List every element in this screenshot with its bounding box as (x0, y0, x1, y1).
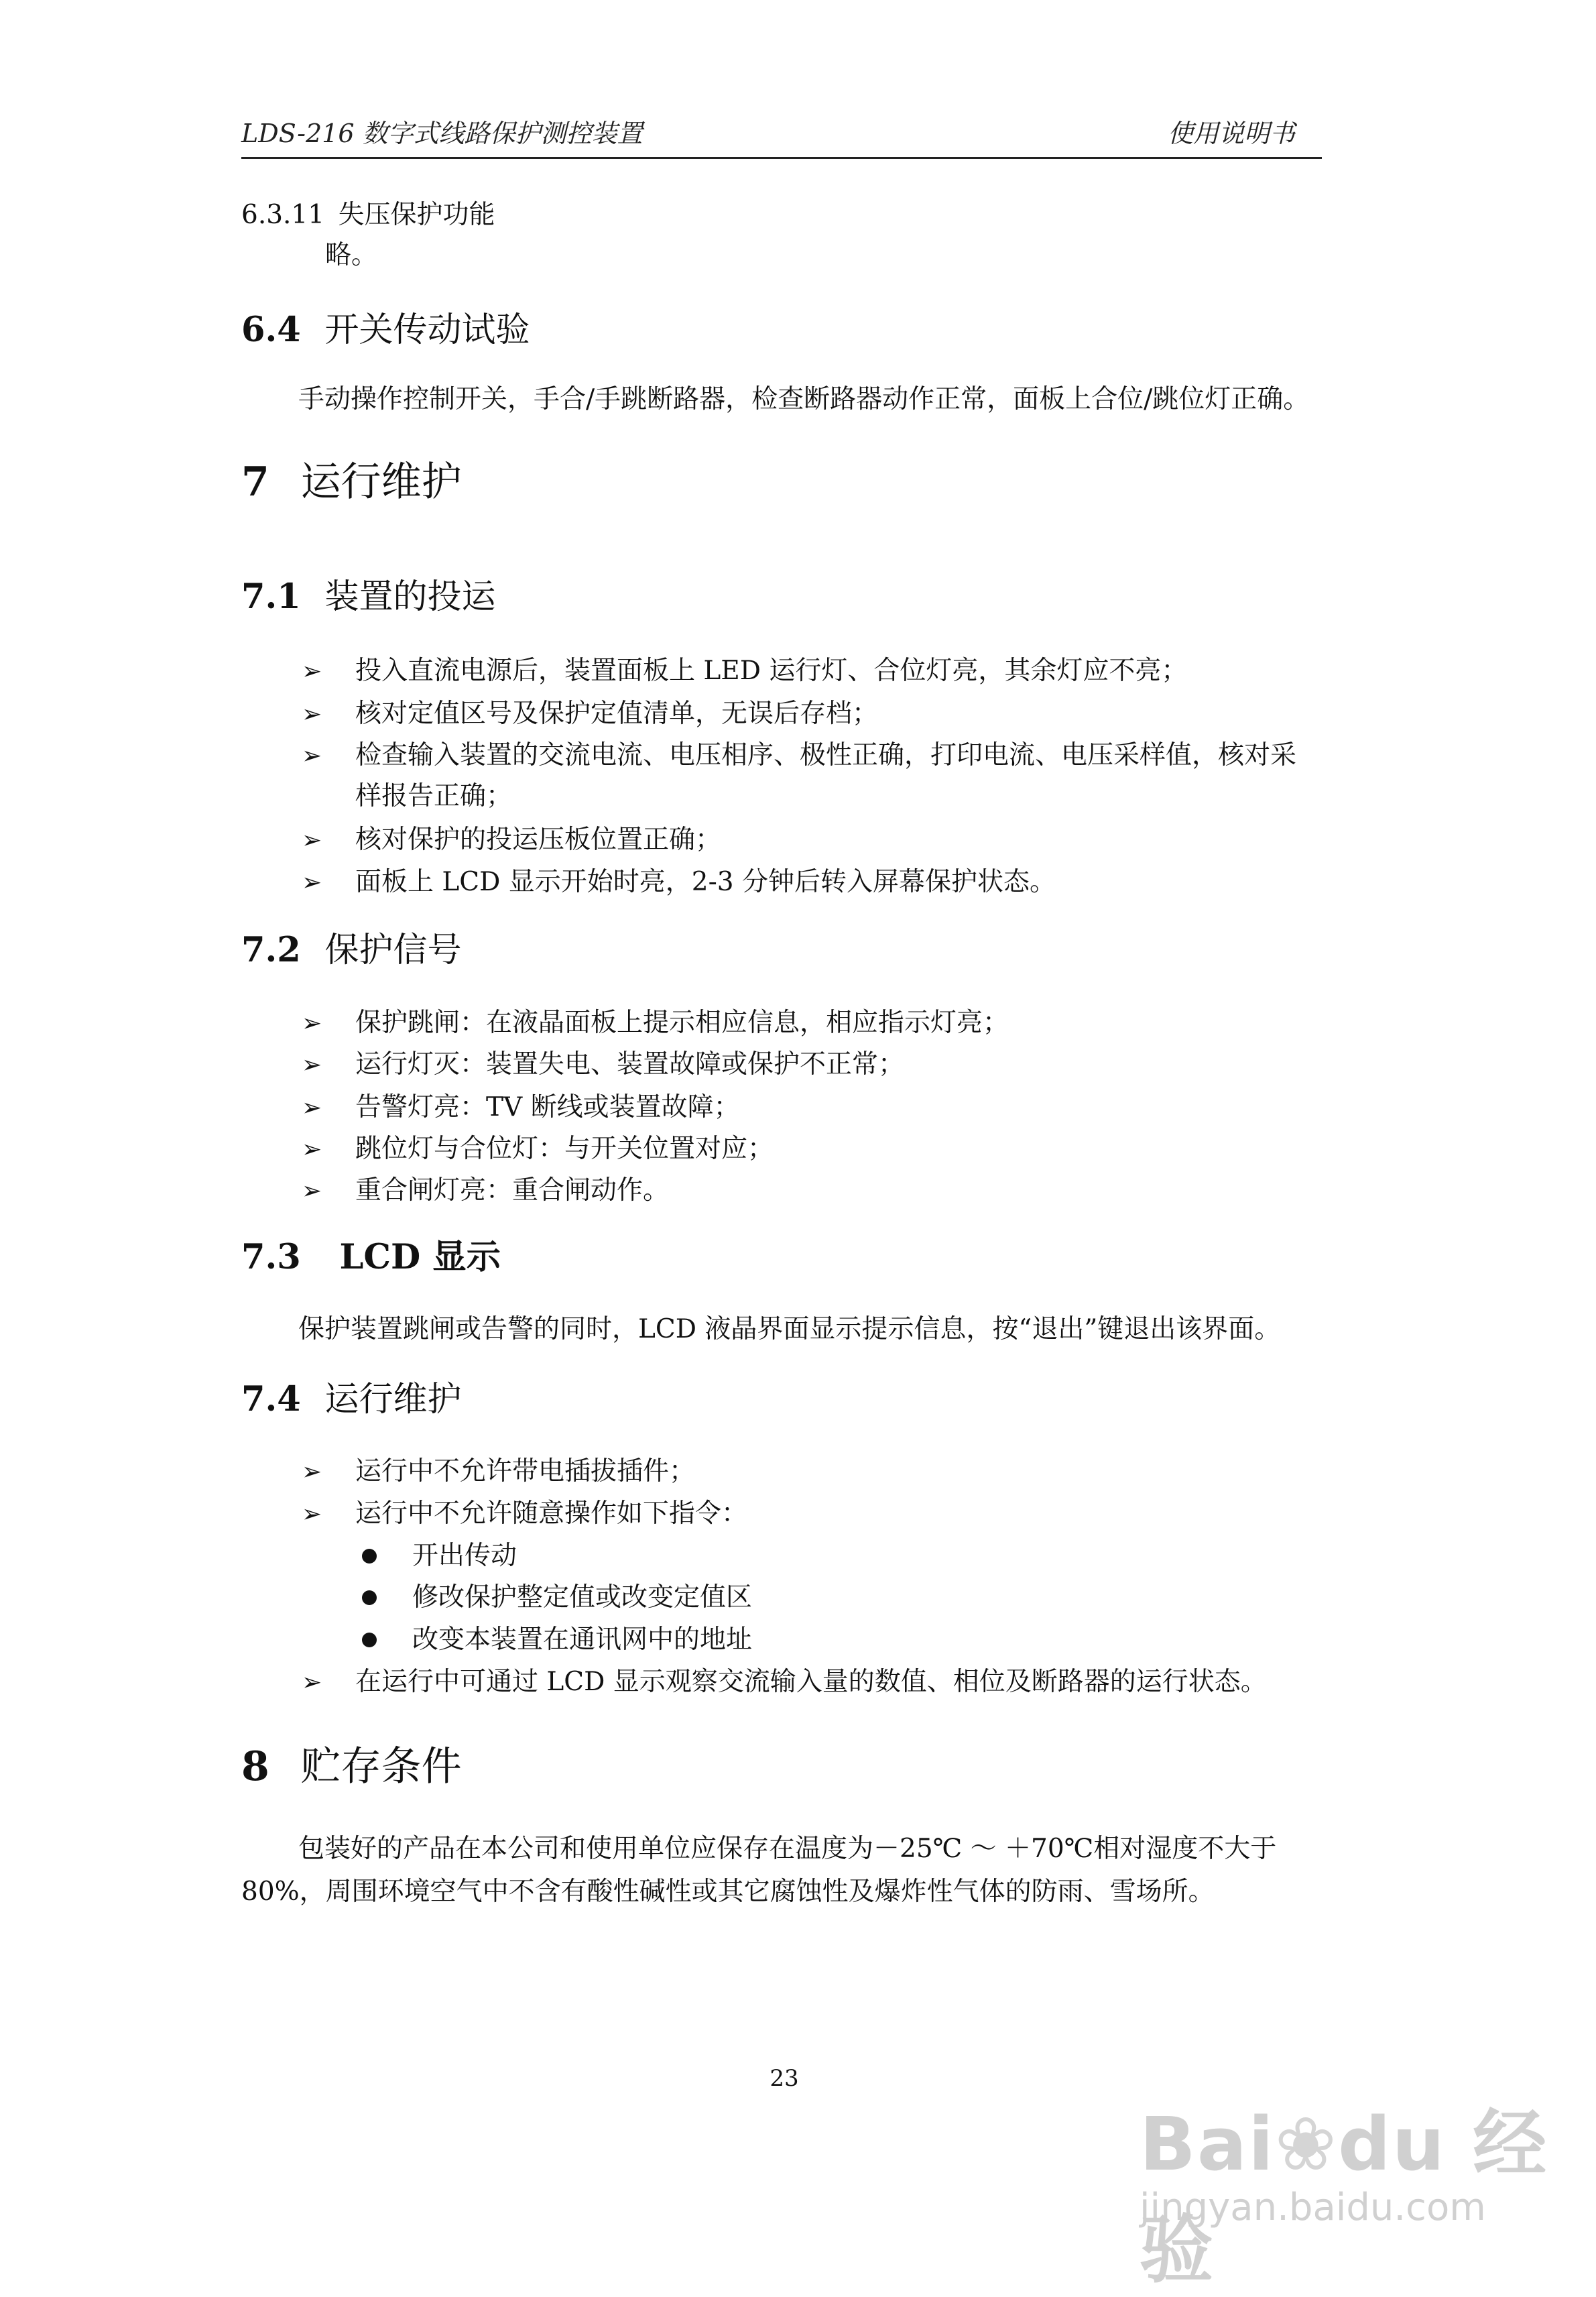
chapter-title: 运行维护 (300, 459, 462, 506)
list-item: 核对保护的投运压板位置正确； (355, 825, 722, 855)
section-number: 7.4 (241, 1379, 301, 1419)
page-header (241, 113, 1322, 159)
list-item: 在运行中可通过 LCD 显示观察交流输入量的数值、相位及断路器的运行状态。 (355, 1667, 1267, 1697)
arrow-bullet-icon: ➢ (302, 1500, 322, 1528)
section-number: 6.3.11 (241, 200, 325, 230)
section-title: 保护信号 (324, 931, 462, 970)
header-manual-label: 使用说明书 (1167, 119, 1295, 148)
watermark-url: jingyan.baidu.com (1140, 2186, 1486, 2229)
arrow-bullet-icon: ➢ (302, 658, 322, 685)
arrow-bullet-icon: ➢ (302, 827, 322, 854)
watermark-brand: Bai❀du 经验 (1140, 2101, 1548, 2293)
section-7-4-heading (241, 1378, 462, 1421)
section-number: 7.1 (241, 577, 301, 617)
arrow-bullet-icon: ➢ (302, 742, 322, 770)
section-7-3-body: 保护装置跳闸或告警的同时，LCD 液晶界面显示提示信息，按“退出”键退出该界面。 (298, 1314, 1281, 1344)
header-document-title: LDS-216 数字式线路保护测控装置 (241, 119, 643, 148)
section-title: 开关传动试验 (324, 310, 530, 350)
list-item: 核对定值区号及保护定值清单，无误后存档； (355, 699, 879, 729)
list-item-continuation: 样报告正确； (355, 781, 513, 811)
sub-list-item: 修改保护整定值或改变定值区 (412, 1582, 753, 1612)
list-item: 告警灯亮：TV 断线或装置故障； (355, 1092, 740, 1122)
sub-list-item: 改变本装置在通讯网中的地址 (412, 1625, 753, 1655)
list-item: 检查输入装置的交流电流、电压相序、极性正确，打印电流、电压采样值，核对采 (355, 740, 1297, 770)
section-6-3-11-body: 略。 (325, 240, 378, 270)
section-number: 7.2 (241, 930, 301, 970)
section-7-2-heading (241, 929, 462, 972)
chapter-number: 7 (241, 459, 269, 506)
arrow-bullet-icon: ➢ (302, 1010, 322, 1037)
chapter-title: 贮存条件 (300, 1743, 462, 1790)
page-number: 23 (770, 2065, 799, 2092)
chapter-7-heading (241, 457, 462, 507)
section-number: 7.3 (241, 1237, 301, 1277)
round-bullet-icon (362, 1549, 377, 1564)
chapter-number: 8 (241, 1743, 269, 1790)
list-item: 跳位灯与合位灯：与开关位置对应； (355, 1134, 774, 1164)
round-bullet-icon (362, 1590, 377, 1605)
list-item: 运行中不允许随意操作如下指令： (355, 1498, 748, 1529)
section-8-body-line-2: 80%，周围环境空气中不含有酸性碱性或其它腐蚀性及爆炸性气体的防雨、雪场所。 (241, 1877, 1215, 1907)
section-7-3-heading (241, 1236, 501, 1279)
round-bullet-icon (362, 1633, 377, 1647)
list-item: 重合闸灯亮：重合闸动作。 (355, 1175, 670, 1205)
list-item: 面板上 LCD 显示开始时亮，2-3 分钟后转入屏幕保护状态。 (355, 867, 1056, 897)
list-item: 运行中不允许带电插拔插件； (355, 1456, 696, 1486)
arrow-bullet-icon: ➢ (302, 869, 322, 896)
chapter-8-heading (241, 1742, 462, 1791)
section-6-4-heading (241, 308, 530, 352)
arrow-bullet-icon: ➢ (302, 1669, 322, 1696)
arrow-bullet-icon: ➢ (302, 1136, 322, 1163)
section-8-body-line-1: 包装好的产品在本公司和使用单位应保存在温度为－25℃ ～ ＋70℃相对湿度不大于 (298, 1834, 1277, 1864)
list-item: 保护跳闸：在液晶面板上提示相应信息，相应指示灯亮； (355, 1008, 1009, 1038)
section-title: 运行维护 (324, 1380, 462, 1419)
list-item: 运行灯灭：装置失电、装置故障或保护不正常； (355, 1049, 905, 1079)
section-6-3-11-heading (241, 198, 495, 232)
arrow-bullet-icon: ➢ (302, 1094, 322, 1122)
arrow-bullet-icon: ➢ (302, 1458, 322, 1486)
list-item: 投入直流电源后，装置面板上 LED 运行灯、合位灯亮，其余灯应不亮； (355, 656, 1188, 686)
sub-list-item: 开出传动 (412, 1541, 517, 1571)
section-title: 失压保护功能 (338, 200, 495, 230)
arrow-bullet-icon: ➢ (302, 701, 322, 728)
watermark-logo (1133, 2085, 1575, 2293)
section-6-4-body: 手动操作控制开关，手合/手跳断路器，检查断路器动作正常，面板上合位/跳位灯正确。 (298, 384, 1310, 414)
section-number: 6.4 (241, 310, 301, 350)
section-title: 装置的投运 (324, 577, 496, 617)
section-title: LCD 显示 (339, 1237, 501, 1277)
section-7-1-heading (241, 575, 496, 619)
arrow-bullet-icon: ➢ (302, 1051, 322, 1079)
arrow-bullet-icon: ➢ (302, 1177, 322, 1205)
